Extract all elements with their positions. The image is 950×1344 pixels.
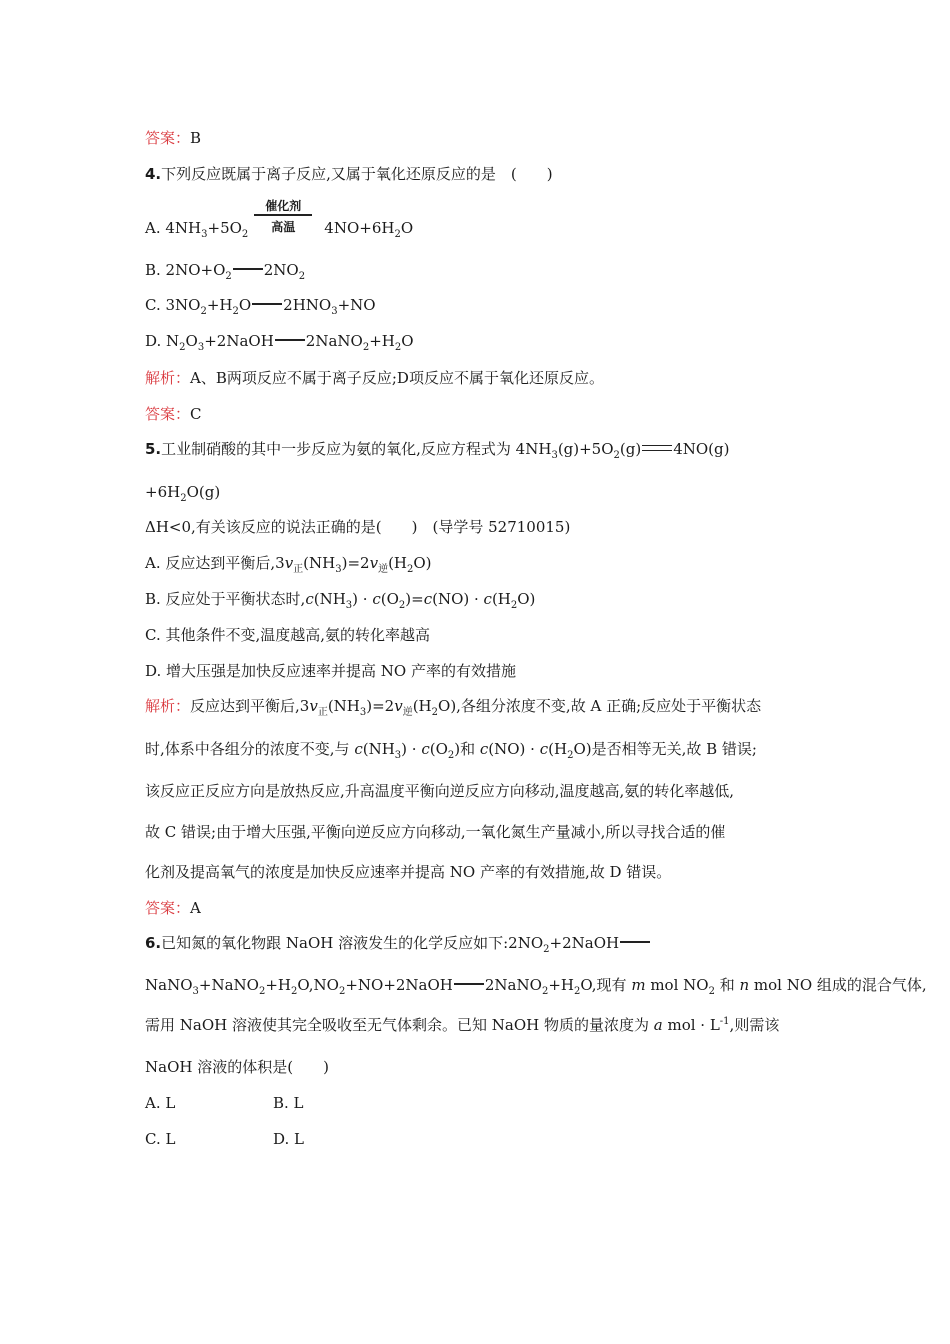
option-c: C. L	[145, 1130, 176, 1148]
formula-part: (NH	[313, 590, 346, 608]
question-5-option-b	[145, 589, 535, 609]
superscript: -1	[719, 1016, 730, 1027]
answer-value: B	[190, 129, 202, 147]
question-number: 4.	[145, 165, 162, 183]
variable: c	[421, 740, 430, 758]
subscript: 3	[192, 986, 199, 997]
subscript: 2	[543, 944, 550, 955]
formula-part: +6H	[145, 483, 181, 501]
formula-part: A. 4NH	[145, 219, 202, 237]
variable: c	[483, 590, 492, 608]
explanation-text: O),各组分浓度不变,故 A 正确;反应处于平衡状态	[438, 697, 762, 715]
answer-label: 答案：	[145, 899, 191, 917]
formula-part: (H	[491, 590, 511, 608]
question-4-stem	[145, 164, 553, 184]
formula-part: (g)+5O	[557, 440, 614, 458]
formula-part: 2HNO	[283, 296, 332, 314]
question-text: 已知氮的氧化物跟 NaOH 溶液发生的化学反应如下:2NO	[161, 934, 544, 952]
subscript: 3	[197, 342, 205, 353]
question-5-option-a	[145, 553, 432, 573]
question-5-explanation-line-1	[145, 696, 761, 716]
formula-part: mol · L	[662, 1016, 720, 1034]
question-6-stem-line-1	[145, 933, 651, 953]
variable: v	[309, 697, 318, 715]
formula-part: D. N	[145, 332, 180, 350]
reaction-arrow	[252, 303, 282, 305]
answer-4	[145, 404, 202, 424]
reaction-arrow	[454, 983, 484, 985]
formula-part: (H	[388, 554, 407, 572]
explanation-text: 化剂及提高氧气的浓度是加快反应速率并提高 NO 产率的有效措施,故 D 错误。	[145, 863, 672, 881]
subscript: 2	[225, 271, 232, 282]
formula-part: O	[185, 332, 198, 350]
formula-part: (H	[548, 740, 568, 758]
variable: v	[284, 554, 294, 572]
formula-part: +2NaOH	[549, 934, 620, 952]
formula-part: +H	[548, 976, 574, 994]
question-4-option-a	[145, 199, 414, 240]
formula-part: O	[401, 332, 414, 350]
explanation-label: 解析：	[145, 697, 191, 715]
formula-part: )和	[454, 740, 480, 758]
answer-value: C	[190, 405, 202, 423]
reaction-arrow	[620, 941, 650, 943]
formula-part: 2NaNO	[305, 332, 363, 350]
subscript: 2	[394, 229, 401, 240]
reaction-arrow	[233, 268, 263, 270]
subscript: 3	[359, 707, 367, 718]
question-6-options-row-1	[145, 1093, 545, 1113]
question-text: 需用 NaOH 溶液使其完全吸收至无气体剩余。已知 NaOH 物质的量浓度为	[145, 1016, 654, 1034]
variable: c	[479, 740, 489, 758]
subscript: 2	[447, 750, 455, 761]
formula-part: (O	[380, 590, 399, 608]
subscript: 2	[200, 306, 207, 317]
formula-part: +NO+2NaOH	[345, 976, 453, 994]
question-5-stem-line-2	[145, 482, 220, 502]
formula-part: 2NaNO	[484, 976, 542, 994]
question-5-option-c	[145, 625, 430, 645]
option-text: C. 其他条件不变,温度越高,氨的转化率越高	[145, 626, 431, 644]
formula-part: (H	[412, 697, 432, 715]
subscript: 正	[317, 707, 328, 718]
subscript: 2	[573, 986, 581, 997]
subscript: 2	[613, 450, 620, 461]
subscript: 2	[394, 342, 402, 353]
formula-part: 2NO	[263, 261, 299, 279]
question-4-explanation	[145, 368, 604, 388]
explanation-text: O)是否相等无关,故 B 错误;	[573, 740, 757, 758]
explanation-text: A、B两项反应不属于离子反应;D项反应不属于氧化还原反应。	[190, 369, 604, 387]
formula-part: O,NO	[297, 976, 339, 994]
variable: m	[631, 976, 646, 994]
question-6-stem-line-3	[145, 1015, 779, 1035]
option-d: D. L	[273, 1130, 304, 1148]
subscript: 2	[398, 600, 406, 611]
formula-part: O(g)	[186, 483, 221, 501]
formula-part: (O	[429, 740, 448, 758]
question-5-explanation-line-3	[145, 781, 734, 801]
subscript: 2	[407, 564, 414, 575]
formula-part: ) ·	[401, 740, 422, 758]
subscript: 逆	[402, 707, 413, 718]
variable: c	[539, 740, 549, 758]
formula-part: 4NO+6H	[324, 219, 395, 237]
subscript: 3	[345, 600, 353, 611]
subscript: 2	[180, 493, 187, 504]
subscript: 2	[541, 986, 549, 997]
formula-part: (g)	[619, 440, 642, 458]
question-number: 6.	[145, 934, 162, 952]
formula-part: +5O	[207, 219, 242, 237]
subscript: 3	[331, 306, 338, 317]
formula-part: 4NO(g)	[673, 440, 730, 458]
variable: v	[394, 697, 403, 715]
variable: a	[653, 1016, 663, 1034]
formula-part: O)	[517, 590, 536, 608]
question-5-explanation-line-5	[145, 862, 671, 882]
question-text: ΔH<0,有关该反应的说法正确的是( ) (导学号 52710015)	[145, 518, 571, 536]
question-text: 工业制硝酸的其中一步反应为氨的氧化,反应方程式为 4NH	[161, 440, 552, 458]
formula-part: (NO) ·	[488, 740, 540, 758]
subscript: 2	[431, 707, 439, 718]
formula-part: NaNO	[145, 976, 193, 994]
question-text: 下列反应既属于离子反应,又属于氧化还原反应的是 ( )	[161, 165, 553, 183]
explanation-text: 时,体系中各组分的浓度不变,与	[145, 740, 355, 758]
formula-part: +2NaOH	[204, 332, 274, 350]
answer-5	[145, 898, 201, 918]
subscript: 2	[258, 986, 266, 997]
question-4-option-c	[145, 295, 376, 315]
question-6-options-row-2	[145, 1129, 545, 1149]
variable: c	[354, 740, 363, 758]
subscript: 逆	[378, 564, 389, 575]
formula-part: +H	[369, 332, 395, 350]
reaction-condition	[254, 199, 312, 239]
subscript: 正	[293, 564, 304, 575]
variable: c	[372, 590, 381, 608]
equilibrium-arrow	[642, 445, 672, 451]
question-5-stem-line-3	[145, 517, 570, 537]
option-text: B. 反应处于平衡状态时,	[145, 590, 306, 608]
variable: n	[739, 976, 750, 994]
condition-temperature: 高温	[271, 220, 296, 234]
formula-part: C. 3NO	[145, 296, 201, 314]
explanation-text: 反应达到平衡后,3	[190, 697, 310, 715]
variable: v	[369, 554, 379, 572]
formula-part: )=2	[341, 554, 370, 572]
subscript: 2	[338, 986, 346, 997]
formula-part: (NO) ·	[432, 590, 484, 608]
reaction-arrow	[275, 339, 305, 341]
question-6-stem-line-2	[145, 975, 927, 995]
answer-3	[145, 128, 201, 148]
subscript: 3	[201, 229, 208, 240]
answer-label: 答案：	[145, 129, 191, 147]
formula-part: (NH	[303, 554, 336, 572]
formula-part: +NaNO	[198, 976, 259, 994]
question-4-option-d	[145, 331, 414, 351]
formula-part: (NH	[362, 740, 395, 758]
question-4-option-b	[145, 260, 305, 280]
formula-part: B. 2NO+O	[145, 261, 226, 279]
question-5-explanation-line-2	[145, 739, 757, 759]
question-6-stem-line-4	[145, 1057, 329, 1077]
question-5-explanation-line-4	[145, 822, 725, 842]
option-text: D. 增大压强是加快反应速率并提高 NO 产率的有效措施	[145, 662, 516, 680]
question-text: mol NO 组成的混合气体,	[749, 976, 927, 994]
subscript: 3	[551, 450, 558, 461]
formula-part: +H	[265, 976, 291, 994]
question-text: O,现有	[580, 976, 632, 994]
formula-part: O)	[413, 554, 432, 572]
formula-part: (NH	[327, 697, 360, 715]
question-5-option-d	[145, 661, 516, 681]
formula-part: +H	[206, 296, 233, 314]
option-text: A. 反应达到平衡后,3	[145, 554, 285, 572]
question-text: 和	[714, 976, 740, 994]
subscript: 2	[708, 986, 715, 997]
subscript: 2	[290, 986, 298, 997]
subscript: 2	[567, 750, 574, 761]
condition-catalyst: 催化剂	[265, 199, 302, 213]
formula-part: +NO	[337, 296, 376, 314]
subscript: 2	[298, 271, 306, 282]
variable: c	[305, 590, 314, 608]
condition-bar	[254, 214, 312, 216]
explanation-text: 该反应正反应方向是放热反应,升高温度平衡向逆反应方向移动,温度越高,氨的转化率越低,	[145, 782, 735, 800]
formula-part: O	[400, 219, 414, 237]
formula-part: )=2	[366, 697, 395, 715]
explanation-text: 故 C 错误;由于增大压强,平衡向逆反应方向移动,一氧化氮生产量减小,所以寻找合适的催	[145, 823, 726, 841]
question-text: NaOH 溶液的体积是( )	[145, 1058, 329, 1076]
explanation-label: 解析：	[145, 369, 191, 387]
subscript: 3	[394, 750, 402, 761]
variable: c	[423, 590, 433, 608]
formula-part: mol NO	[645, 976, 709, 994]
formula-part: )=	[405, 590, 424, 608]
subscript: 2	[510, 600, 518, 611]
subscript: 3	[335, 564, 342, 575]
formula-part: ) ·	[352, 590, 373, 608]
option-b: B. L	[273, 1094, 304, 1112]
subscript: 2	[179, 342, 186, 353]
answer-label: 答案：	[145, 405, 191, 423]
question-5-stem-line-1	[145, 439, 730, 459]
subscript: 2	[241, 229, 249, 240]
option-a: A. L	[145, 1094, 176, 1112]
question-text: ,则需该	[729, 1016, 780, 1034]
subscript: 2	[232, 306, 239, 317]
answer-value: A	[190, 899, 201, 917]
subscript: 2	[362, 342, 370, 353]
formula-part: O	[238, 296, 252, 314]
question-number: 5.	[145, 440, 162, 458]
